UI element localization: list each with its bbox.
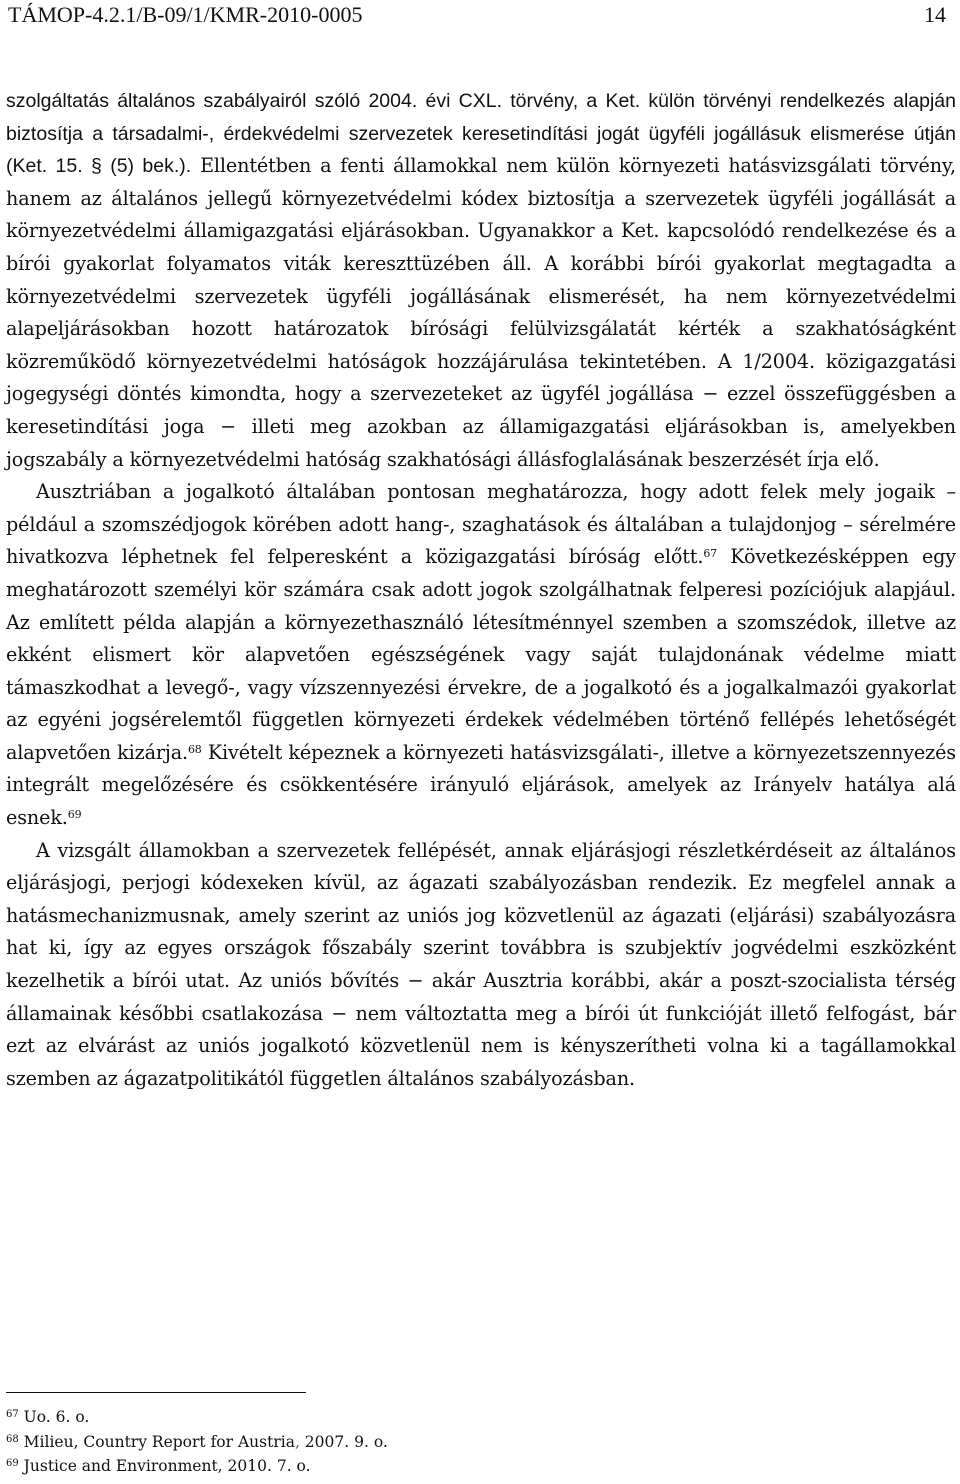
footnote-number: 68: [6, 1433, 19, 1445]
paragraph-1-sans-part: szolgáltatás általános szabályairól szóló 2004. évi CXL. törvény, a Ket. külön törvényi rendelkezés alapján biztosítja a társadalmi-, érdekvédelmi szervezetek keresetindítási jogát ügyféli jogállásuk elismerése útján (Ket. 15. § (5) bek.).: [6, 90, 956, 178]
footnote-68: [6, 1430, 946, 1455]
footnote-text-rest: 2007. 9. o.: [299, 1432, 388, 1451]
footnote-69: [6, 1454, 946, 1479]
page-number: 14: [924, 2, 946, 27]
paragraph-3: A vizsgált államokban a szervezetek fellépését, annak eljárásjogi részletkérdéseit az általános eljárásjogi, perjogi kódexeken kívül, az ágazati szabályozásban rendezik. Ez megfelel annak a hatásmechanizmusnak, amely szerint az uniós jog közvetlenül az ágazati (eljárási) szabályozásra hat ki, így az egyes országok főszabály szerint továbbra is szubjektív jogvédelmi eszközként kezelhetik a bírói utat. Az uniós bővítés − akár Ausztria korábbi, akár a poszt-szocialista térség államainak későbbi csatlakozása − nem változtatta meg a bírói út funkcióját illető felfogást, bár ezt az elvárást az uniós jogalkotó közvetlenül nem is kényszerítheti volna ki a tagállamokkal szemben az ágazatpolitikától független általános szabályozásban.: [6, 838, 956, 1090]
paragraph-2-part-b: Következésképpen egy meghatározott személyi kör számára csak adott jogok szolgálhatnak felperesi pozíciójuk alapjául. Az említett példa alapján a környezethasználó létesítménnyel szemben a szomszédok, illetve az ekként elismert kör alapvetően egészségének vagy saját tulajdonának védelme miatt támaszkodhat a levegő-, vagy vízszennyezési érvekre, de a jogalkotó és a jogalkalmazói gyakorlat az egyéni jogsérelemtől független környezeti érdekek védelmében történő fellépés lehetőségét alapvetően kizárja.: [6, 545, 956, 764]
paragraph-1-part-c: A korábbi bírói gyakorlat megtagadta a környezetvédelmi szervezetek ügyféli jogállásának elismerését, ha nem környezetvédelmi alapeljárásokban hozott határozatok bírósági felülvizsgálatát kérték a szakhatóságként közreműködő környezetvédelmi hatóságok hozzájárulása tekintetében. A 1/2004. közigazgatási jogegységi döntés kimondta, hogy a szervezeteket az ügyfél jogállása − ezzel összefüggésben a keresetindítási joga − illeti meg azokban az államigazgatási eljárásokban is, amelyekben jogszabály a környezetvédelmi hatóság szakhatósági állásfoglalásának beszerzését írja elő.: [6, 251, 956, 471]
footnote-separator: [6, 1392, 306, 1393]
footnote-67: [6, 1405, 946, 1430]
footnote-number: 67: [6, 1409, 19, 1420]
footnote-ref-67[interactable]: 67: [703, 547, 718, 561]
footnote-comma: ,: [294, 1432, 300, 1451]
footnote-ref-69[interactable]: 69: [67, 808, 82, 822]
body-text: [6, 85, 956, 1095]
footnote-text: Uo. 6. o.: [23, 1408, 90, 1426]
footnote-number: 69: [6, 1458, 19, 1470]
project-code: TÁMOP-4.2.1/B-09/1/KMR-2010-0005: [8, 2, 363, 27]
footnote-ref-68[interactable]: 68: [187, 742, 202, 756]
paragraph-2: [6, 476, 956, 835]
footnotes: [6, 1405, 946, 1479]
page-header: [8, 2, 946, 42]
paragraph-2-part-a: Ausztriában a jogalkotó általában pontosan meghatározza, hogy adott felek mely jogaik – például a szomszédjogok körében adott hang-, szaghatások és általában a tulajdonjog – sérelmére hivatkozva léphetnek fel felperesként a közigazgatási bíróság előtt.: [6, 480, 956, 569]
footnote-text: Milieu, Country Report for Austria: [23, 1432, 295, 1451]
paragraph-1: [6, 85, 956, 476]
paragraph-2-part-c: Kivételt képeznek a környezeti hatásvizsgálati-, illetve a környezetszennyezés integrált megelőzésére és csökkentésére irányuló eljárások, amelyek az Irányelv hatálya alá esnek.: [6, 740, 956, 830]
paragraph-1-part-b: Ellentétben a fenti államokkal nem külön környezeti hatásvizsgálati törvény, hanem az általános jellegű környezetvédelmi kódex biztosítja a szervezetek ügyféli jogállását a környezetvédelmi államigazgatási eljárásokban. Ugyanakkor a Ket. kapcsolódó rendelkezése és a bírói gyakorlat folyamatos viták kereszttüzében áll.: [6, 154, 957, 275]
footnote-text: Justice and Environment, 2010. 7. o.: [23, 1457, 311, 1476]
